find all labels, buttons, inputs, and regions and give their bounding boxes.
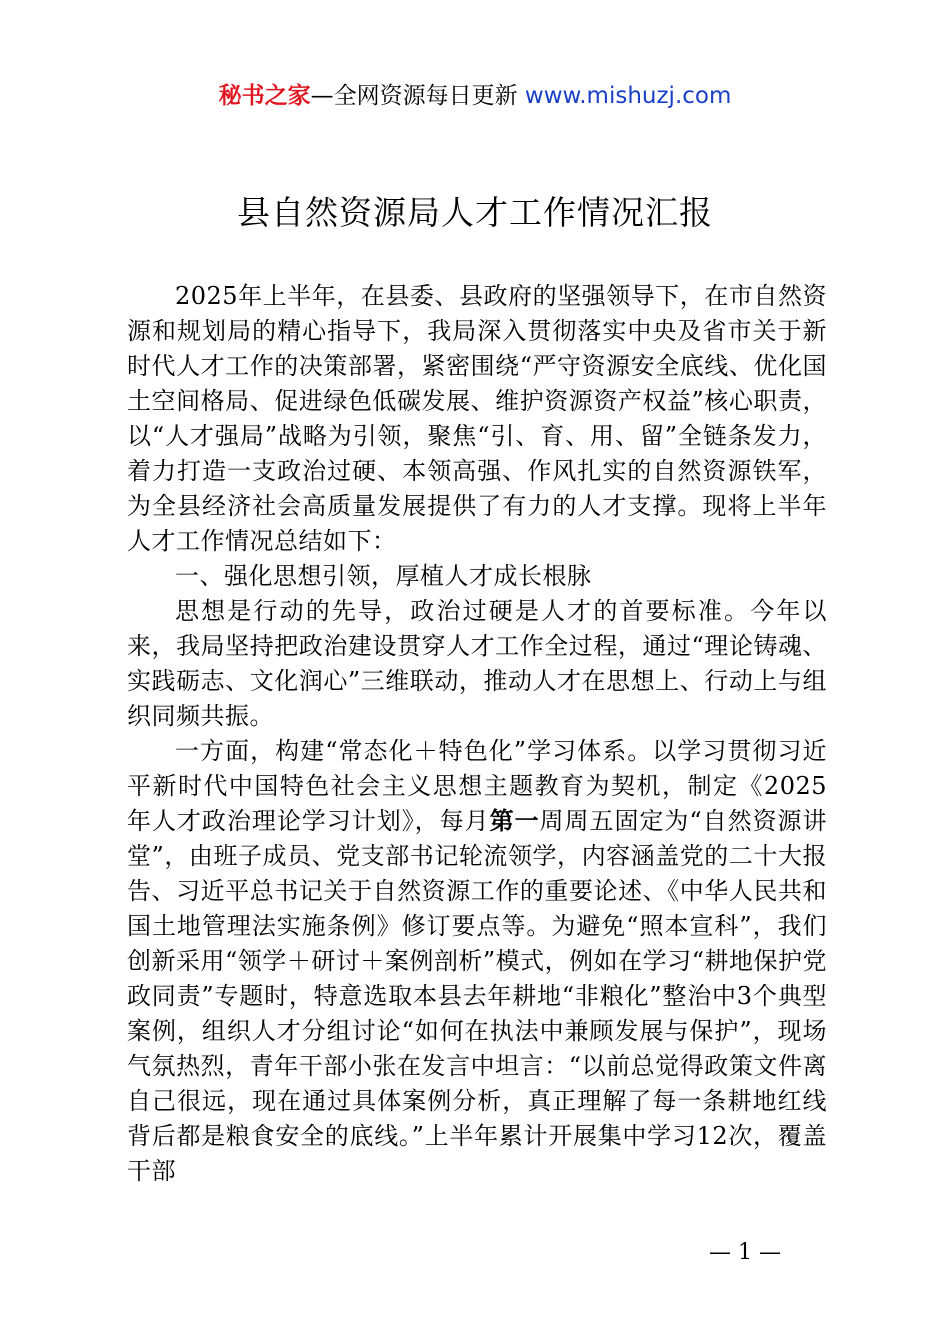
bold-text-run: 第一 [489, 807, 540, 835]
intro-paragraph: 2025年上半年，在县委、县政府的坚强领导下，在市自然资源和规划局的精心指导下，我局深入贯彻落实中央及省市关于新时代人才工作的决策部署，紧密围绕“严守资源安全底线、优化国土空间格局、促进绿色低碳发展、维护资源资产权益”核心职责，以“人才强局”战略为引领，聚焦“引、育、用、留”全链条发力，着力打造一支政治过硬、本领高强、作风扎实的自然资源铁军，为全县经济社会高质量发展提供了有力的人才支撑。现将上半年人才工作情况总结如下： [127, 282, 827, 555]
site-banner [0, 80, 950, 112]
body-paragraph: 思想是行动的先导，政治过硬是人才的首要标准。今年以来，我局坚持把政治建设贯穿人才工作全过程，通过“理论铸魂、实践砺志、文化润心”三维联动，推动人才在思想上、行动上与组织同频共振。 [127, 597, 827, 730]
page-number: — 1 — [709, 1240, 781, 1265]
text-run: 周周五固定为“自然资源讲堂”，由班子成员、党支部书记轮流领学，内容涵盖党的二十大报告、习近平总书记关于自然资源工作的重要论述、《中华人民共和国土地管理法实施条例》修订要点等。为避免“照本宣科”，我们创新采用“领学＋研讨＋案例剖析”模式，例如在学习“耕地保护党政同责”专题时，特意选取本县去年耕地“非粮化”整治中3个典型案例，组织人才分组讨论“如何在执法中兼顾发展与保护”，现场气氛热烈，青年干部小张在发言中坦言：“以前总觉得政策文件离自己很远，现在通过具体案例分析，真正理解了每一条耕地红线背后都是粮食安全的底线。”上半年累计开展集中学习12次，覆盖干部 [127, 807, 828, 1185]
body-paragraph-study-system [127, 734, 827, 1189]
document-body [127, 279, 827, 1189]
document-title: 县自然资源局人才工作情况汇报 [237, 193, 713, 232]
banner-tagline: —全网资源每日更新 [310, 83, 525, 109]
banner-url-link[interactable]: www.mishuzj.com [524, 83, 732, 109]
section-heading: 一、强化思想引领，厚植人才成长根脉 [175, 562, 592, 590]
text-run: 一方面，构建“常态化＋特色化”学习体系。以学习贯彻习近平新时代中国特色社会主义思想主题教育为契机，制定《2025年人才政治理论学习计划》，每月 [127, 737, 827, 835]
banner-brand: 秘书之家 [218, 83, 311, 109]
